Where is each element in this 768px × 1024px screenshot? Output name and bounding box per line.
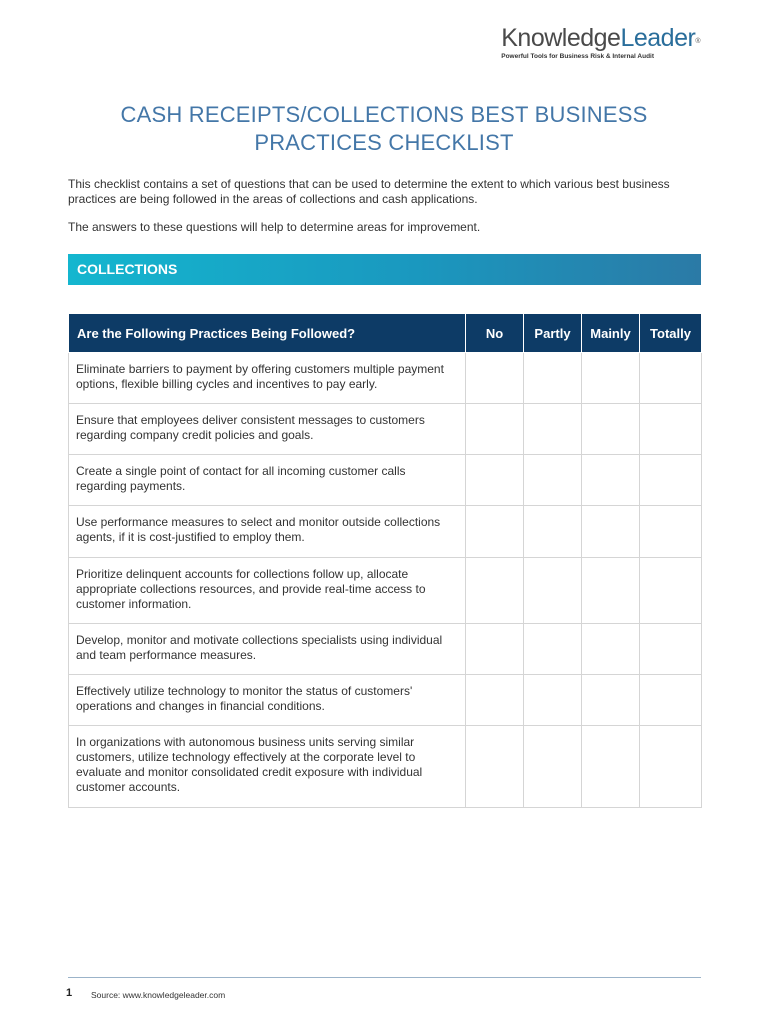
answer-cell-totally[interactable] xyxy=(640,506,702,558)
answer-cell-mainly[interactable] xyxy=(582,506,640,558)
answer-cell-partly[interactable] xyxy=(524,624,582,675)
answer-cell-mainly[interactable] xyxy=(582,558,640,624)
header-no: No xyxy=(466,314,524,353)
answer-cell-partly[interactable] xyxy=(524,353,582,404)
logo-word-knowledge: Knowledge xyxy=(501,24,621,52)
answer-cell-totally[interactable] xyxy=(640,558,702,624)
practice-text: Develop, monitor and motivate collections specialists using individual and team performance measures. xyxy=(69,624,466,675)
answer-cell-partly[interactable] xyxy=(524,558,582,624)
practice-text: Use performance measures to select and monitor outside collections agents, if it is cost-justified to employ them. xyxy=(69,506,466,558)
answer-cell-partly[interactable] xyxy=(524,455,582,506)
header-totally: Totally xyxy=(640,314,702,353)
header-partly: Partly xyxy=(524,314,582,353)
practice-text: Eliminate barriers to payment by offering customers multiple payment options, flexible billing cycles and incentives to pay early. xyxy=(69,353,466,404)
page-number: 1 xyxy=(66,987,73,999)
practice-text: In organizations with autonomous business units serving similar customers, utilize technology effectively at the corporate level to evaluate and monitor consolidated credit exposure with individual customer accounts. xyxy=(69,726,466,808)
table-row xyxy=(69,558,702,624)
table-row xyxy=(69,726,702,808)
table-row xyxy=(69,624,702,675)
practice-text: Prioritize delinquent accounts for collections follow up, allocate appropriate collections resources, and provide real-time access to customer information. xyxy=(69,558,466,624)
answer-cell-no[interactable] xyxy=(466,404,524,455)
source-credit: Source: www.knowledgeleader.com xyxy=(91,990,226,1000)
page-title-line-1: CASH RECEIPTS/COLLECTIONS BEST BUSINESS xyxy=(120,101,648,127)
logo-wordmark xyxy=(501,24,700,52)
answer-cell-totally[interactable] xyxy=(640,675,702,726)
answer-cell-partly[interactable] xyxy=(524,726,582,808)
page-title-line-2: PRACTICES CHECKLIST xyxy=(254,129,514,155)
answer-cell-no[interactable] xyxy=(466,353,524,404)
answer-cell-partly[interactable] xyxy=(524,506,582,558)
table-row xyxy=(69,353,702,404)
answer-cell-partly[interactable] xyxy=(524,404,582,455)
logo-trademark: ® xyxy=(695,38,700,45)
footer-divider xyxy=(68,977,701,978)
answer-cell-mainly[interactable] xyxy=(582,353,640,404)
table-row xyxy=(69,455,702,506)
header-mainly: Mainly xyxy=(582,314,640,353)
answer-cell-no[interactable] xyxy=(466,726,524,808)
answer-cell-totally[interactable] xyxy=(640,726,702,808)
answer-cell-totally[interactable] xyxy=(640,353,702,404)
logo-tagline: Powerful Tools for Business Risk & Internal Audit xyxy=(501,53,655,60)
answer-cell-mainly[interactable] xyxy=(582,624,640,675)
table-row xyxy=(69,404,702,455)
answer-cell-partly[interactable] xyxy=(524,675,582,726)
answer-cell-no[interactable] xyxy=(466,506,524,558)
table-row xyxy=(69,506,702,558)
practice-text: Effectively utilize technology to monitor the status of customers' operations and changes in financial conditions. xyxy=(69,675,466,726)
answer-cell-mainly[interactable] xyxy=(582,726,640,808)
answer-cell-totally[interactable] xyxy=(640,455,702,506)
table-row xyxy=(69,675,702,726)
intro-paragraph-2: The answers to these questions will help to determine areas for improvement. xyxy=(68,220,481,234)
answer-cell-totally[interactable] xyxy=(640,624,702,675)
logo-word-leader: Leader xyxy=(620,24,696,52)
section-heading-collections: COLLECTIONS xyxy=(68,254,701,285)
checklist-table xyxy=(68,313,702,808)
practice-text: Create a single point of contact for all incoming customer calls regarding payments. xyxy=(69,455,466,506)
table-header-row xyxy=(69,314,702,353)
answer-cell-no[interactable] xyxy=(466,624,524,675)
answer-cell-mainly[interactable] xyxy=(582,455,640,506)
intro-text xyxy=(68,177,708,248)
header-question: Are the Following Practices Being Followed? xyxy=(69,314,466,353)
knowledgeleader-logo xyxy=(501,24,700,60)
answer-cell-totally[interactable] xyxy=(640,404,702,455)
answer-cell-no[interactable] xyxy=(466,675,524,726)
answer-cell-no[interactable] xyxy=(466,558,524,624)
practice-text: Ensure that employees deliver consistent messages to customers regarding company credit policies and goals. xyxy=(69,404,466,455)
page-title xyxy=(68,101,700,157)
intro-paragraph-1: This checklist contains a set of questions that can be used to determine the extent to which various best business practices are being followed in the areas of collections and cash applications. xyxy=(68,177,670,206)
answer-cell-no[interactable] xyxy=(466,455,524,506)
answer-cell-mainly[interactable] xyxy=(582,675,640,726)
answer-cell-mainly[interactable] xyxy=(582,404,640,455)
